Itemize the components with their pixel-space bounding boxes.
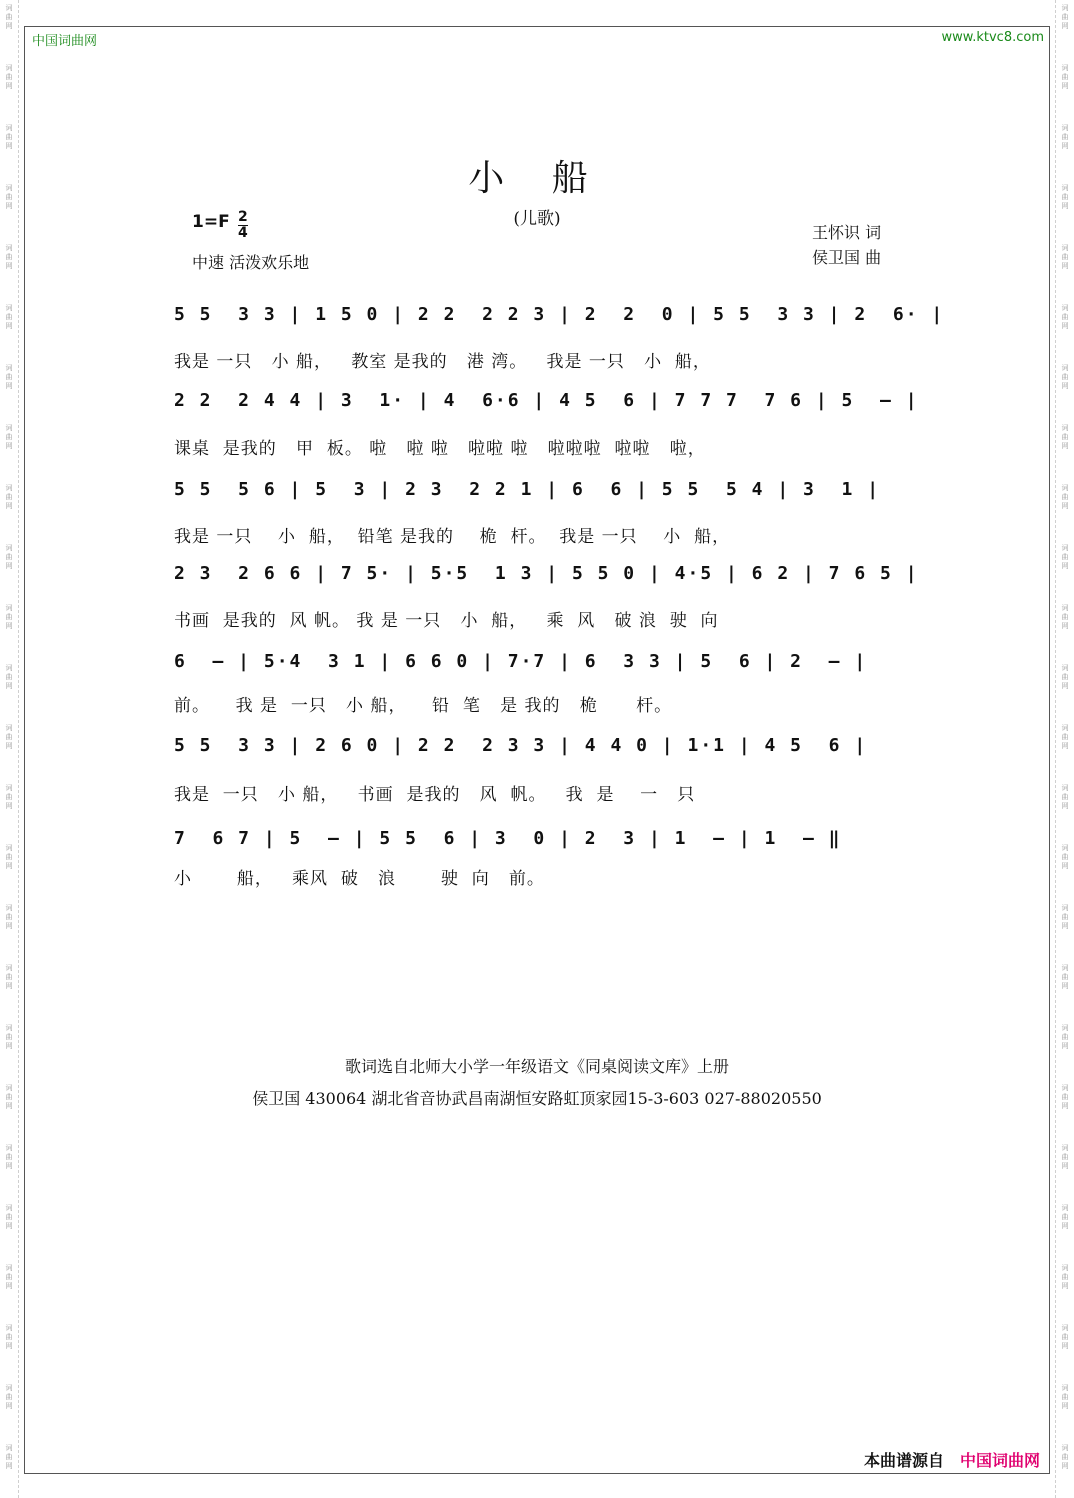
time-signature-bottom: 4	[238, 225, 248, 241]
watermark-mark: 词 曲 网	[5, 1384, 13, 1410]
lyric-line-4: 书画 是我的 风 帆。 我 是 一只 小 船， 乘 风 破 浪 驶 向	[174, 611, 719, 631]
lyric-line-1: 我是 一只 小 船， 教室 是我的 港 湾。 我是 一只 小 船，	[174, 352, 711, 372]
watermark-mark: 词 曲 网	[1061, 1024, 1069, 1050]
watermark-mark: 词 曲 网	[5, 604, 13, 630]
lyric-line-3: 我是 一只 小 船， 铅笔 是我的 桅 杆。 我是 一只 小 船，	[174, 527, 731, 547]
watermark-mark: 词 曲 网	[5, 844, 13, 870]
watermark-mark: 词 曲 网	[5, 244, 13, 270]
watermark-mark: 词 曲 网	[1061, 544, 1069, 570]
time-signature	[238, 210, 248, 241]
watermark-mark: 词 曲 网	[1061, 724, 1069, 750]
watermark-mark: 词 曲 网	[5, 664, 13, 690]
watermark-mark: 词 曲 网	[1061, 1264, 1069, 1290]
watermark-mark: 词 曲 网	[5, 544, 13, 570]
watermark-mark: 词 曲 网	[5, 304, 13, 330]
watermark-mark: 词 曲 网	[5, 1204, 13, 1230]
tempo-marking: 中速 活泼欢乐地	[192, 253, 310, 272]
notation-line-2: 2 2 2 4 4 | 3 1· | 4 6·6 | 4 5 6 | 7 7 7 7 6 | 5 – |	[174, 390, 919, 411]
composer-credit: 侯卫国 曲	[812, 248, 882, 267]
watermark-mark: 词 曲 网	[1061, 1444, 1069, 1470]
composer-address: 侯卫国 430064 湖北省音协武昌南湖恒安路虹顶家园15-3-603 027-88020550	[252, 1089, 822, 1108]
lyric-line-6: 我是 一只 小 船， 书画 是我的 风 帆。 我 是 一 只	[174, 785, 696, 805]
watermark-mark: 词 曲 网	[1061, 904, 1069, 930]
notation-line-6: 5 5 3 3 | 2 6 0 | 2 2 2 3 3 | 4 4 0 | 1·1 | 4 5 6 |	[174, 735, 868, 756]
watermark-mark: 词 曲 网	[5, 964, 13, 990]
lyric-line-7: 小 船， 乘风 破 浪 驶 向 前。	[174, 869, 545, 889]
time-signature-top: 2	[238, 209, 248, 225]
watermark-mark: 词 曲 网	[5, 724, 13, 750]
watermark-mark: 词 曲 网	[1061, 784, 1069, 810]
watermark-mark: 词 曲 网	[1061, 1204, 1069, 1230]
lyrics-source-note: 歌词选自北师大小学一年级语文《同桌阅读文库》上册	[344, 1057, 729, 1076]
watermark-mark: 词 曲 网	[1061, 1324, 1069, 1350]
score-source-label: 本曲谱源自	[863, 1451, 944, 1470]
watermark-mark: 词 曲 网	[1061, 844, 1069, 870]
watermark-mark: 词 曲 网	[5, 484, 13, 510]
song-title: 小 船	[468, 158, 606, 199]
watermark-mark: 词 曲 网	[1061, 424, 1069, 450]
score-source	[864, 1448, 1040, 1471]
watermark-mark: 词 曲 网	[1061, 1144, 1069, 1170]
song-genre: (儿歌)	[513, 209, 561, 229]
watermark-mark: 词 曲 网	[1061, 364, 1069, 390]
watermark-mark: 词 曲 网	[5, 1024, 13, 1050]
score-source-brand-link[interactable]: 中国词曲网	[959, 1451, 1040, 1470]
site-url-link[interactable]: www.ktvc8.com	[941, 30, 1044, 45]
notation-line-5: 6 – | 5·4 3 1 | 6 6 0 | 7·7 | 6 3 3 | 5 6 | 2 – |	[174, 651, 868, 672]
watermark-mark: 词 曲 网	[5, 424, 13, 450]
watermark-mark: 词 曲 网	[5, 4, 13, 30]
watermark-mark: 词 曲 网	[5, 784, 13, 810]
watermark-mark: 词 曲 网	[1061, 1084, 1069, 1110]
site-name-link[interactable]: 中国词曲网	[32, 34, 98, 49]
watermark-mark: 词 曲 网	[5, 1144, 13, 1170]
watermark-mark: 词 曲 网	[5, 1444, 13, 1470]
watermark-mark: 词 曲 网	[1061, 184, 1069, 210]
watermark-mark: 词 曲 网	[1061, 244, 1069, 270]
lyricist-credit: 王怀识 词	[812, 223, 882, 242]
notation-line-7: 7 6 7 | 5 – | 5 5 6 | 3 0 | 2 3 | 1 – | 1 – ‖	[174, 828, 842, 849]
watermark-mark: 词 曲 网	[5, 184, 13, 210]
watermark-mark: 词 曲 网	[5, 124, 13, 150]
watermark-mark: 词 曲 网	[1061, 964, 1069, 990]
lyric-line-2: 课桌 是我的 甲 板。 啦 啦 啦 啦啦 啦 啦啦啦 啦啦 啦，	[174, 439, 706, 459]
notation-line-1: 5 5 3 3 | 1 5 0 | 2 2 2 2 3 | 2 2 0 | 5 5 3 3 | 2 6· |	[174, 304, 945, 325]
watermark-mark: 词 曲 网	[1061, 124, 1069, 150]
notation-line-4: 2 3 2 6 6 | 7 5· | 5·5 1 3 | 5 5 0 | 4·5 | 6 2 | 7 6 5 |	[174, 563, 919, 584]
watermark-mark: 词 曲 网	[1061, 4, 1069, 30]
watermark-mark: 词 曲 网	[5, 1324, 13, 1350]
lyric-line-5: 前。 我 是 一只 小 船， 铅 笔 是 我的 桅 杆。	[174, 696, 673, 716]
watermark-mark: 词 曲 网	[5, 1264, 13, 1290]
key-signature: 1=F	[192, 212, 230, 232]
watermark-mark: 词 曲 网	[1061, 304, 1069, 330]
watermark-mark: 词 曲 网	[1061, 484, 1069, 510]
watermark-mark: 词 曲 网	[5, 1084, 13, 1110]
watermark-mark: 词 曲 网	[1061, 664, 1069, 690]
watermark-mark: 词 曲 网	[1061, 604, 1069, 630]
watermark-mark: 词 曲 网	[5, 364, 13, 390]
watermark-mark: 词 曲 网	[5, 64, 13, 90]
watermark-mark: 词 曲 网	[5, 904, 13, 930]
notation-line-3: 5 5 5 6 | 5 3 | 2 3 2 2 1 | 6 6 | 5 5 5 4 | 3 1 |	[174, 479, 881, 500]
watermark-mark: 词 曲 网	[1061, 64, 1069, 90]
watermark-mark: 词 曲 网	[1061, 1384, 1069, 1410]
